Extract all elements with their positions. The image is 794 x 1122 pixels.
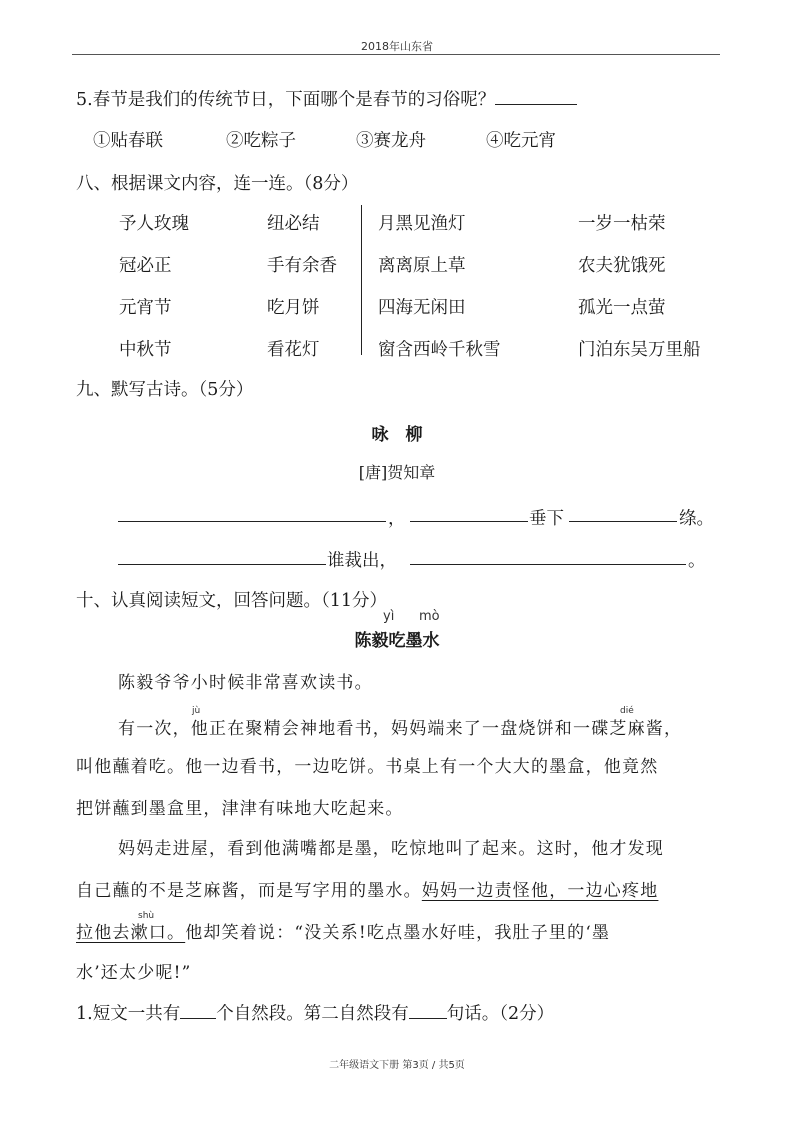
header-divider [72,54,720,55]
passage-text: 碟 [591,719,610,739]
match-item: 中秋节 [119,340,172,360]
passage-line [76,876,658,901]
match-item: 窗含西岭千秋雪 [378,340,501,360]
passage-line: 叫他蘸着吃。他一边看书，一边吃饼。书桌上有一个大大的墨盒，他竟然 [76,757,659,777]
question-10-1 [76,1000,554,1025]
match-item: 吃月饼 [267,298,320,318]
passage-line: 水’还太少呢!” [76,963,192,983]
passage-line: 妈妈走进屋，看到他满嘴都是墨，吃惊地叫了起来。这时，他才发现 [118,839,664,859]
poem-blank-2[interactable] [410,521,528,522]
passage-line [118,714,682,739]
poem-blank-3[interactable] [569,521,677,522]
match-item: 离离原上草 [378,256,466,276]
section-9-heading: 九、默写古诗。（5分） [76,380,254,400]
q5-option-4: ④吃元宵 [486,131,556,151]
poem-author: [唐]贺知章 [358,463,436,482]
question-5 [76,86,577,111]
pinyin-shu: shù [138,911,155,921]
match-item: 手有余香 [267,256,337,276]
poem-text: 。 [688,551,706,571]
passage-text: 自己蘸的不是芝麻酱，而是写字用的墨水。 [76,881,422,901]
passage-line [76,918,610,943]
passage-text: 聚 [245,719,264,739]
passage-text: 芝麻酱， [609,719,683,739]
poem-text: 绦。 [679,509,714,529]
poem-comma: ， [388,509,406,529]
match-item: 农夫犹饿死 [578,256,666,276]
page-footer: 二年级语文下册 第3页 / 共5页 [329,1060,465,1071]
passage-text: 精会神地看书，妈妈端来了一盘烧饼和一 [263,719,592,739]
poem-blank-4[interactable] [118,564,326,565]
section-10-heading: 十、认真阅读短文，回答问题。（11分） [76,591,388,611]
match-item: 一岁一枯荣 [578,214,666,234]
match-item: 纽必结 [267,214,320,234]
q5-option-1: ①贴春联 [93,131,163,151]
section-8-heading: 八、根据课文内容，连一连。（8分） [76,174,359,194]
passage-paragraph-1: 陈毅爷爷小时候非常喜欢读书。 [118,673,373,693]
pinyin-ju: jù [192,706,201,716]
poem-blank-1[interactable] [118,521,386,522]
underlined-sentence: 拉他去漱口。 [76,923,186,943]
match-item: 月黑见渔灯 [378,214,466,234]
match-item: 门泊东吴万里船 [578,340,701,360]
match-item: 予人玫瑰 [119,214,189,234]
passage-text: 有一次，他正在 [118,719,246,739]
q5-option-3: ③赛龙舟 [356,131,426,151]
q5-option-2: ②吃粽子 [226,131,296,151]
title-pinyin-mo: mò [419,609,440,624]
passage-title: 陈毅吃墨水 [354,631,440,651]
match-item: 冠必正 [119,256,172,276]
poem-title: 咏 柳 [371,425,423,445]
match-item: 孤光一点萤 [578,298,666,318]
answer-blank[interactable] [180,1002,216,1019]
match-item: 四海无闲田 [378,298,466,318]
poem-text: 谁裁出， [327,551,397,571]
poem-blank-5[interactable] [410,564,686,565]
passage-line: 把饼蘸到墨盒里，津津有味地大吃起来。 [76,799,404,819]
answer-blank[interactable] [495,88,577,105]
question-5-text: 5.春节是我们的传统节日，下面哪个是春节的习俗呢？ [76,90,496,110]
match-item: 元宵节 [119,298,172,318]
question-text: 句话。（2分） [446,1004,555,1024]
match-item: 看花灯 [267,340,320,360]
answer-blank[interactable] [409,1002,447,1019]
page-header: 2018年山东省 [361,40,433,53]
pinyin-die: dié [620,706,634,716]
question-text: 个自然段。第二自然段有 [216,1004,409,1024]
poem-text: 垂下 [529,509,564,529]
column-divider [361,205,362,355]
question-text: 1.短文一共有 [76,1004,181,1024]
underlined-sentence: 妈妈一边责怪他，一边心疼地 [421,881,659,901]
title-pinyin-yi: yì [383,609,395,624]
passage-text: 他却笑着说：“没关系!吃点墨水好哇，我肚子里的‘墨 [185,923,611,943]
